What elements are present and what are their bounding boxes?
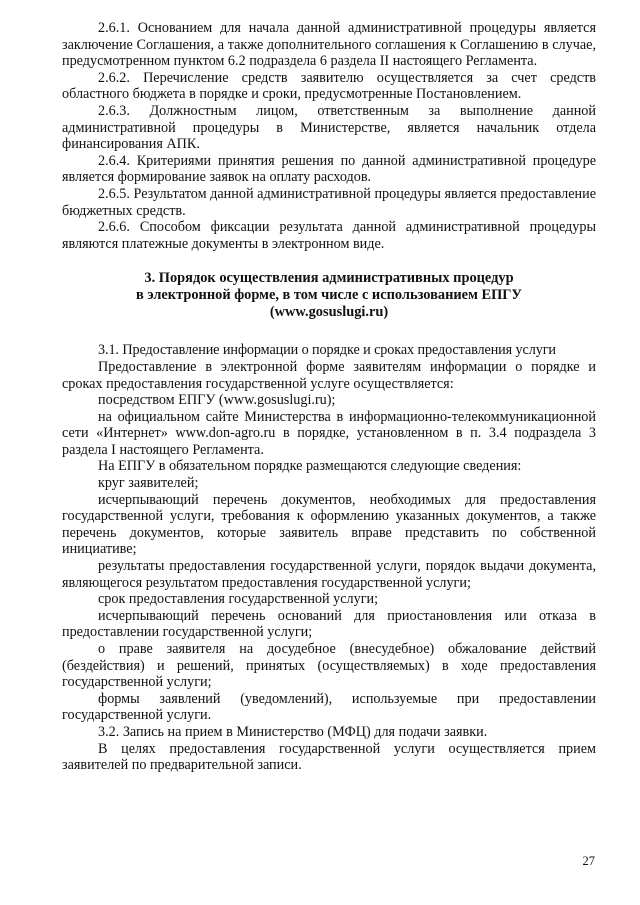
section-heading-line-2: в электронной форме, в том числе с использованием ЕПГУ: [136, 287, 522, 304]
paragraph-2-6-3: 2.6.3. Должностным лицом, ответственным за выполнение данной административной процедуры в Министерстве, является начальник отдела финансирования АПК.: [62, 102, 596, 153]
paragraph-2-6-5: 2.6.5. Результатом данной административной процедуры является предоставление бюджетных средств.: [62, 185, 596, 219]
page-number: 27: [582, 854, 595, 868]
paragraph-pre-registration: В целях предоставления государственной услуги осуществляется прием заявителей по предварительной записи.: [62, 740, 596, 774]
list-item-results: результаты предоставления государственной услуги, порядок выдачи документа, являющегося результатом предоставления государственной услуги;: [62, 558, 596, 591]
list-item-applicants: круг заявителей;: [98, 475, 199, 492]
paragraph-info-provision: Предоставление в электронной форме заявителям информации о порядке и сроках предоставления государственной услуге осуществляется:: [62, 358, 596, 392]
list-item-forms: формы заявлений (уведомлений), используемые при предоставлении государственной услуги.: [62, 690, 596, 724]
section-3-heading: [62, 270, 596, 321]
section-heading-line-3: (www.gosuslugi.ru): [269, 304, 389, 321]
list-item-ministry-site: на официальном сайте Министерства в информационно-телекоммуникационной сети «Интернет» www.don-agro.ru в порядке, установленном в п. 3.4 подраздела 3 раздела I настоящего Регламента.: [62, 408, 596, 458]
document-page: [62, 20, 596, 774]
paragraph-2-6-1: 2.6.1. Основанием для начала данной административной процедуры является заключение Соглашения, а также дополнительного соглашения к Соглашению в случае, предусмотренном пунктом 6.2 подраздела 6 раздела II настоящего Регламента.: [62, 20, 596, 70]
list-item-epgu: посредством ЕПГУ (www.gosuslugi.ru);: [98, 392, 336, 409]
paragraph-2-6-6: 2.6.6. Способом фиксации результата данной административной процедуры являются платежные документы в электронном виде.: [62, 219, 596, 252]
list-item-grounds: исчерпывающий перечень оснований для приостановления или отказа в предоставлении государственной услуги;: [62, 607, 596, 641]
list-item-term: срок предоставления государственной услуги;: [98, 591, 379, 608]
paragraph-3-1: 3.1. Предоставление информации о порядке и сроках предоставления услуги: [98, 342, 556, 359]
section-heading-line-1: 3. Порядок осуществления административных процедур: [144, 270, 514, 287]
list-item-documents: исчерпывающий перечень документов, необходимых для предоставления государственной услуги, требования к оформлению указанных документов, а также перечень документов, которые заявитель вправе представить по собственной инициативе;: [62, 491, 596, 558]
paragraph-2-6-2: 2.6.2. Перечисление средств заявителю осуществляется за счет средств областного бюджета в порядке и сроки, предусмотренные Постановлением.: [62, 69, 596, 103]
list-item-appeal-rights: о праве заявителя на досудебное (внесудебное) обжалование действий (бездействия) и решений, принятых (осуществляемых) в ходе предоставления государственной услуги;: [62, 641, 596, 691]
paragraph-2-6-4: 2.6.4. Критериями принятия решения по данной административной процедуре является формирование заявок на оплату расходов.: [62, 152, 596, 186]
paragraph-epgu-info: На ЕПГУ в обязательном порядке размещаются следующие сведения:: [98, 458, 522, 475]
paragraph-3-2: 3.2. Запись на прием в Министерство (МФЦ) для подачи заявки.: [98, 723, 488, 740]
